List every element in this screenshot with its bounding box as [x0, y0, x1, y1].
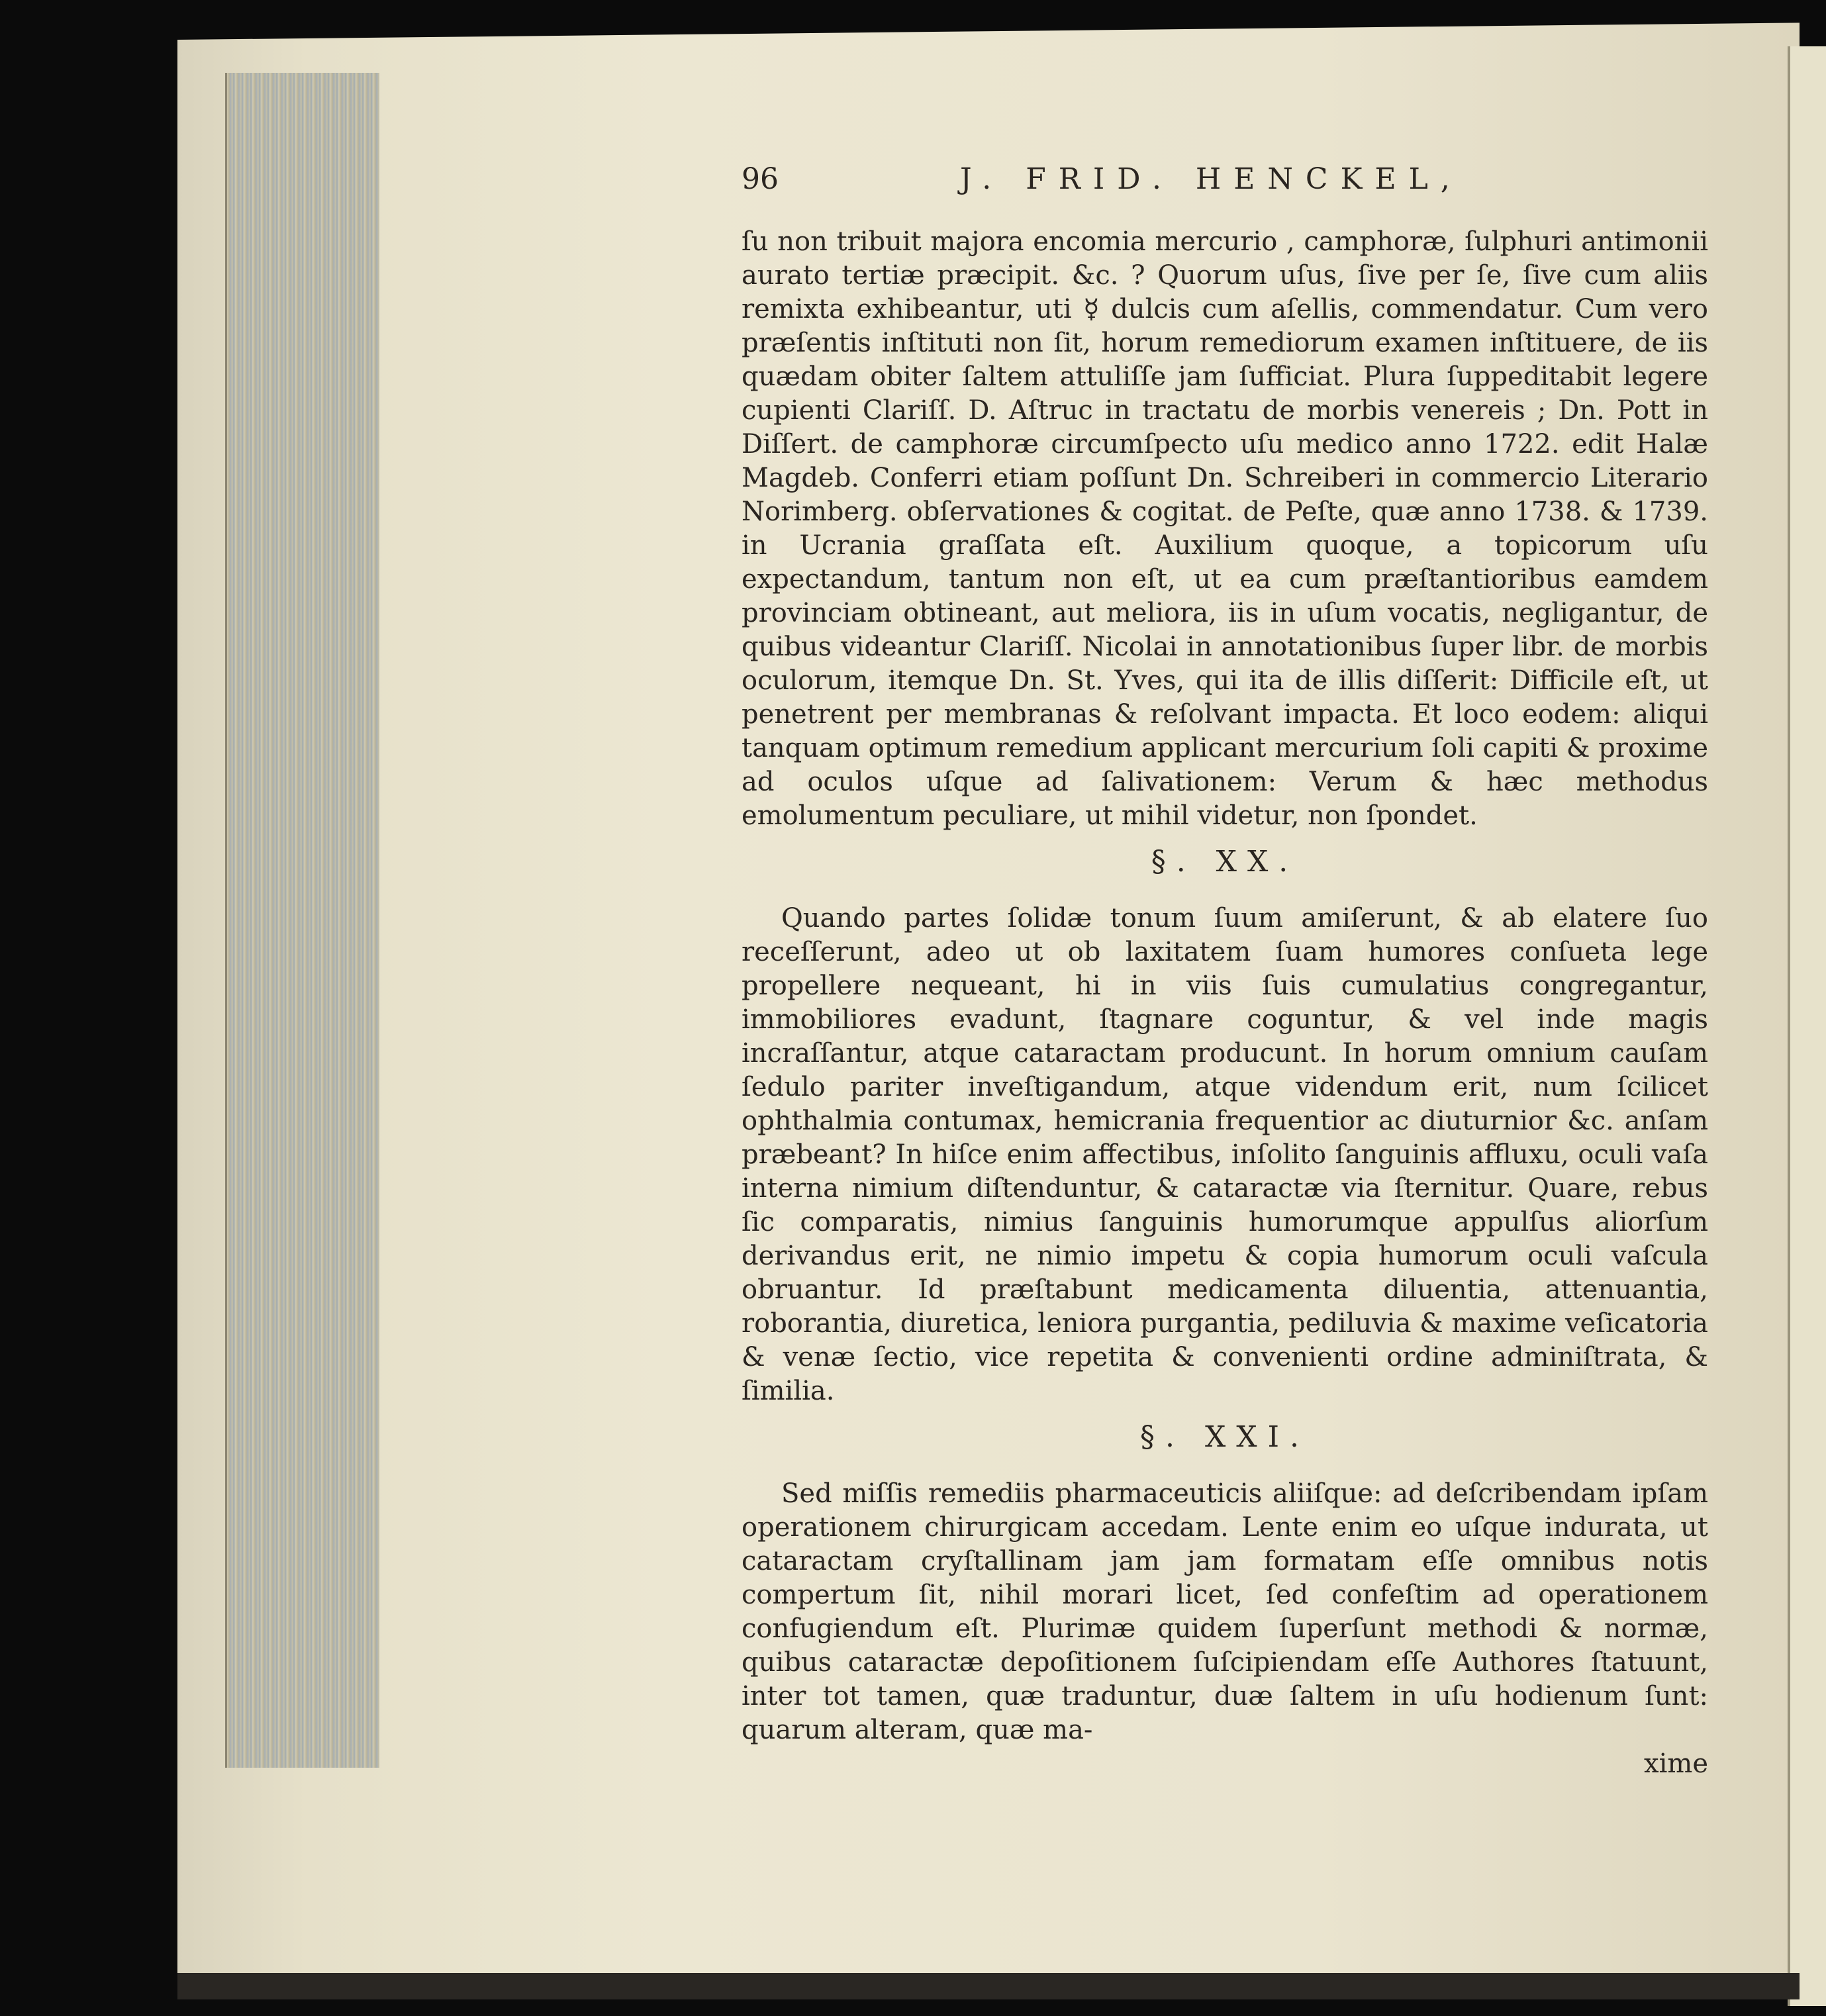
header-title: J. FRID. HENCKEL, [960, 162, 1463, 196]
catchword: xime [1644, 1749, 1708, 1779]
page-bottom-shadow [177, 1973, 1800, 1999]
page-text [742, 162, 1708, 1781]
paragraph-2: Quando partes ſolidæ tonum ſuum amiſerunt, & ab elatere ſuo receſſerunt, adeo ut ob laxitatem ſuam humores conſueta lege propellere nequeant, hi in viis ſuis cumulatius congregantur, immobiliores evadunt, ſtagnare coguntur, & vel inde magis incraſſantur, atque cataractam producunt. In horum omnium cauſam ſedulo pariter inveſtigandum, atque videndum erit, num ſcilicet ophthalmia contumax, hemicrania frequentior ac diuturnior &c. anſam præbeant? In hiſce enim affectibus, inſolito ſanguinis affluxu, oculi vaſa interna nimium diſtenduntur, & cataractæ via ſternitur. Quare, rebus ſic comparatis, nimius ſanguinis humorumque appulſus aliorſum derivandus erit, ne nimio impetu & copia humorum oculi vaſcula obruantur. Id præſtabunt medicamenta diluentia, attenuantia, roborantia, diuretica, leniora purgantia, pediluvia & maxime veſicatoria & venæ ſectio, vice repetita & convenienti ordine adminiſtrata, & ſimilia. [742, 903, 1708, 1406]
section-heading-xxi: §. XXI. [1140, 1420, 1310, 1454]
section-heading-xx: §. XX. [1151, 845, 1299, 879]
paragraph-1: ſu non tribuit majora encomia mercurio , camphoræ, ſulphuri antimonii aurato tertiæ præcipit. &c. ? Quorum uſus, ſive per ſe, ſive cum aliis remixta exhibeantur, uti ☿ dulcis cum aſellis, commendatur. Cum vero præſentis inſtituti non ſit, horum remediorum examen inſtituere, de iis quædam obiter ſaltem attuliſſe jam ſufficiat. Plura ſuppeditabit legere cupienti Clariſſ. D. Aſtruc in tractatu de morbis venereis ; Dn. Pott in Diſſert. de camphoræ circumſpecto uſu medico anno 1722. edit Halæ Magdeb. Conferri etiam poſſunt Dn. Schreiberi in commercio Literario Norimberg. obſervationes & cogitat. de Peſte, quæ anno 1738. & 1739. in Ucrania graſſata eſt. Auxilium quoque, a topicorum uſu expectandum, tantum non eſt, ut ea cum præſtantioribus eamdem provinciam obtineant, aut meliora, iis in uſum vocatis, negligantur, de quibus videantur Clariſſ. Nicolai in annotationibus ſuper libr. de morbis oculorum, itemque Dn. St. Yves, qui ita de illis diſſerit: Difficile eſt, ut penetrent per membranas & reſolvant impacta. Et loco eodem: aliqui tanquam optimum remedium applicant mercurium ſoli capiti & proxime ad oculos uſque ad ſalivationem: Verum & hæc methodus emolumentum peculiare, ut mihil videtur, non ſpondet. [742, 226, 1708, 831]
facing-page-edge [1788, 46, 1826, 2006]
page-number: 96 [742, 162, 779, 196]
paragraph-3: Sed miſſis remediis pharmaceuticis aliiſque: ad deſcribendam ipſam operationem chirurgicam accedam. Lente enim eo uſque indurata, ut cataractam cryſtallinam jam jam formatam eſſe omnibus notis compertum ſit, nihil morari licet, ſed confeſtim ad operationem confugiendum eſt. Plurimæ quidem ſuperſunt methodi & normæ, quibus cataractæ depoſitionem ſuſcipiendam eſſe Authores ſtatuunt, inter tot tamen, quæ traduntur, duæ ſaltem in uſu hodienum ſunt: quarum alteram, quæ ma- [742, 1478, 1708, 1745]
page-edges [225, 73, 379, 1768]
running-head [742, 162, 1708, 225]
